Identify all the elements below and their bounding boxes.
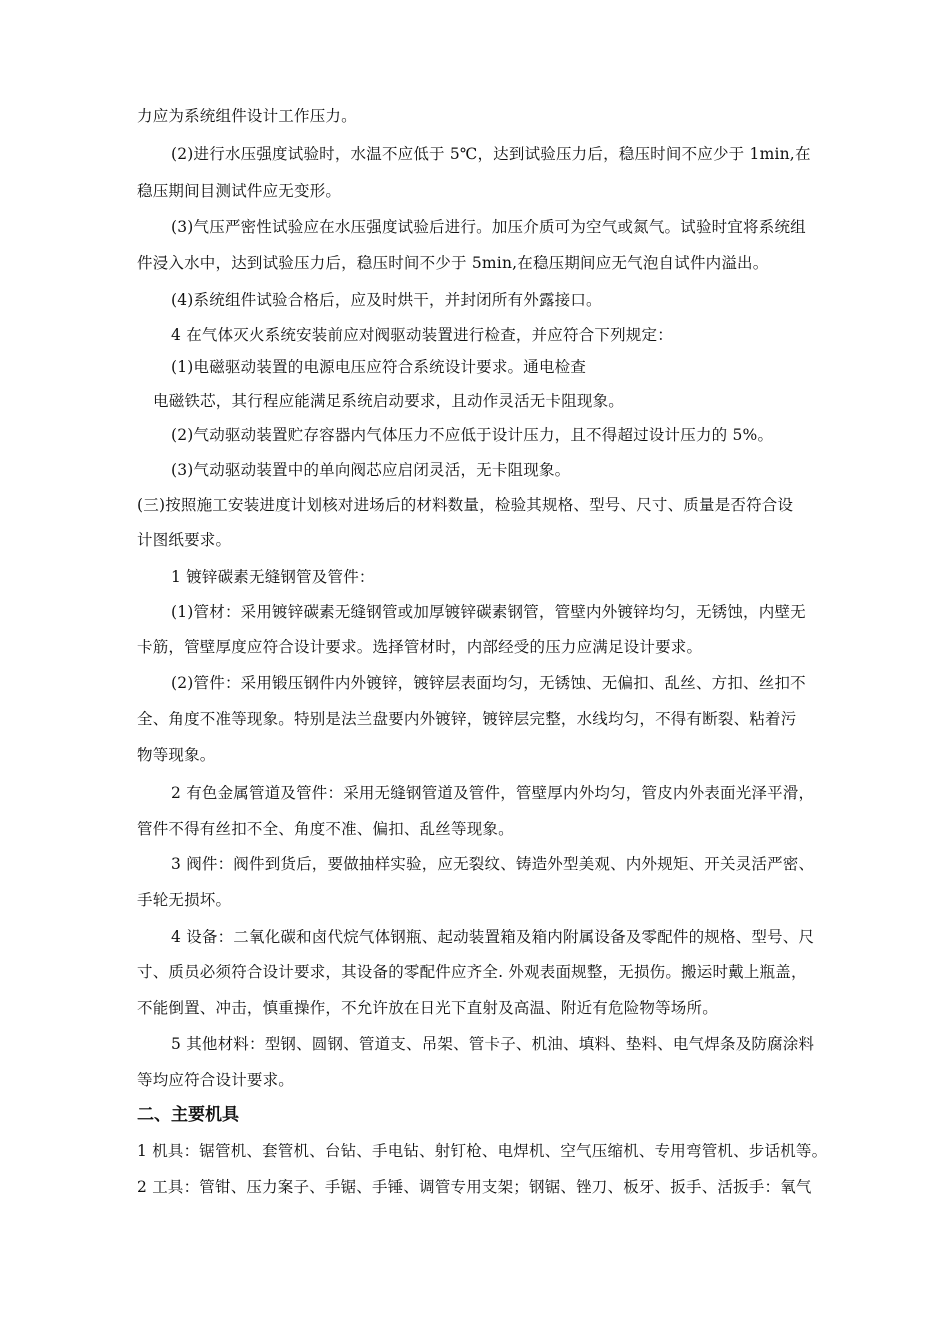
text-line: 管件不得有丝扣不全、角度不准、偏扣、乱丝等现象。	[137, 820, 514, 838]
text-line: 1 机具：锯管机、套管机、台钻、手电钻、射钉枪、电焊机、空气压缩机、专用弯管机、步话机等。	[137, 1142, 828, 1160]
text-line: 4 设备：二氧化碳和卤代烷气体钢瓶、起动装置箱及箱内附属设备及零配件的规格、型号、尺	[171, 928, 815, 946]
text-line: 3 阀件：阀件到货后，要做抽样实验，应无裂纹、铸造外型美观、内外规矩、开关灵活严密、	[171, 855, 815, 873]
text-line: (2)管件：采用锻压钢件内外镀锌，镀锌层表面均匀，无锈蚀、无偏扣、乱丝、方扣、丝扣不	[171, 674, 806, 692]
text-line: 寸、质员必须符合设计要求，其设备的零配件应齐全. 外观表面规整，无损伤。搬运时戴上瓶盖，	[137, 963, 807, 981]
text-line: 1 镀锌碳素无缝钢管及管件：	[171, 568, 375, 586]
text-line: (2)气动驱动装置贮存容器内气体压力不应低于设计压力，且不得超过设计压力的 5%。	[171, 426, 774, 444]
text-line: 2 工具：管钳、压力案子、手锯、手锤、调管专用支架；钢锯、锉刀、板牙、扳手、活扳手：氧气	[137, 1178, 812, 1196]
text-line: (4)系统组件试验合格后，应及时烘干，并封闭所有外露接口。	[171, 291, 602, 309]
text-line: 5 其他材料：型钢、圆钢、管道支、吊架、管卡子、机油、填料、垫料、电气焊条及防腐涂料	[171, 1035, 815, 1053]
text-line: 电磁铁芯，其行程应能满足系统启动要求，且动作灵活无卡阻现象。	[153, 392, 625, 410]
text-line: 件浸入水中，达到试验压力后，稳压时间不少于 5min,在稳压期间应无气泡自试件内溢出。	[137, 254, 769, 272]
section-heading: 二、主要机具	[137, 1105, 239, 1125]
text-line: 力应为系统组件设计工作压力。	[137, 107, 357, 125]
text-line: (3)气动驱动装置中的单向阀芯应启闭灵活，无卡阻现象。	[171, 461, 571, 479]
text-line: 全、角度不准等现象。特别是法兰盘要内外镀锌，镀锌层完整，水线均匀，不得有断裂、粘着污	[137, 710, 797, 728]
text-line: 4 在气体灭火系统安装前应对阀驱动装置进行检查，并应符合下列规定：	[171, 326, 673, 344]
text-line: (1)电磁驱动装置的电源电压应符合系统设计要求。通电检查	[171, 358, 587, 376]
text-line: 等均应符合设计要求。	[137, 1071, 295, 1089]
text-line: (2)进行水压强度试验时，水温不应低于 5℃，达到试验压力后，稳压时间不应少于 1min,在	[171, 145, 811, 163]
text-line: 2 有色金属管道及管件：采用无缝钢管道及管件，管壁厚内外均匀，管皮内外表面光泽平滑，	[171, 784, 815, 802]
text-line: 手轮无损坏。	[137, 891, 232, 909]
text-line: 计图纸要求。	[137, 531, 232, 549]
text-line: (3)气压严密性试验应在水压强度试验后进行。加压介质可为空气或氮气。试验时宜将系统组	[171, 218, 806, 236]
text-line: 卡筋，管壁厚度应符合设计要求。选择管材时，内部经受的压力应满足设计要求。	[137, 638, 703, 656]
text-line: 稳压期间目测试件应无变形。	[137, 182, 342, 200]
text-line: 不能倒置、冲击，慎重操作，不允许放在日光下直射及高温、附近有危险物等场所。	[137, 999, 718, 1017]
text-line: (1)管材：采用镀锌碳素无缝钢管或加厚镀锌碳素钢管，管壁内外镀锌均匀，无锈蚀，内壁无	[171, 603, 806, 621]
text-line: (三)按照施工安装进度计划核对进场后的材料数量，检验其规格、型号、尺寸、质量是否符合设	[137, 496, 794, 514]
text-line: 物等现象。	[137, 746, 216, 764]
